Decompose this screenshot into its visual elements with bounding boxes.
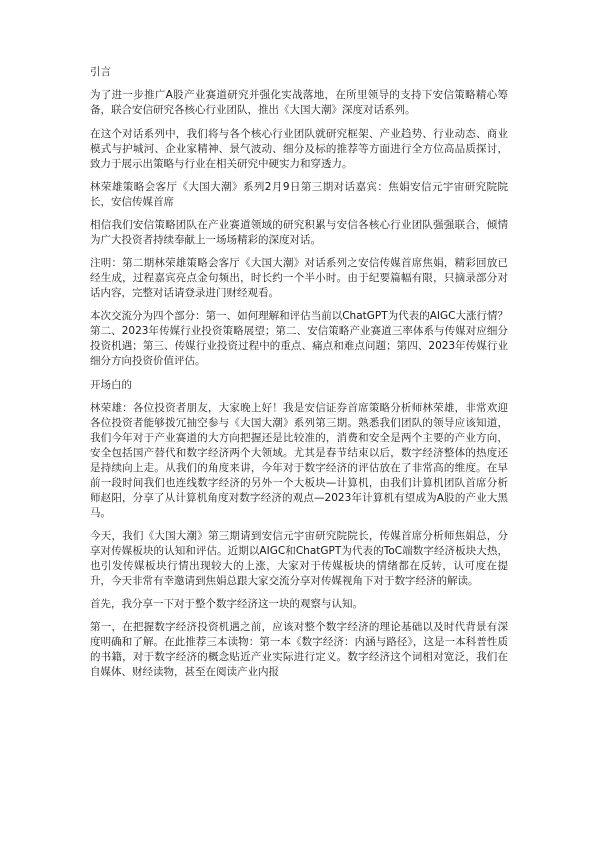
- intro-paragraph-1: 为了进一步推广A股产业赛道研究并强化实战落地，在所里领导的支持下安信策略精心筹备，联合安信研究各核心行业团队，推出《大国大潮》深度对话系列。: [90, 89, 508, 116]
- opening-paragraph-1: 林荣雄：各位投资者朋友，大家晚上好！我是安信证券首席策略分析师林荣雄，非常欢迎各位投资者能够拨冗抽空参与《大国大潮》系列第三期。熟悉我们团队的领导应该知道，我们今年对于产业赛道的大方向把握还是比较准的，消费和安全是两个主要的产业方向，安全包括国产替代和数字经济两个大领域。尤其是春节结束以后，数字经济整体的热度还是持续向上走。从我们的角度来讲，今年对于数字经济的评估放在了非常高的维度。在早前一段时间我们也连线数字经济的另外一个大板块—计算机，由我们计算机团队首席分析师赵阳，分享了从计算机角度对数字经济的观点—2023年计算机有望成为A股的产业大黑马。: [90, 402, 508, 519]
- intro-paragraph-guest: 林荣雄策略会客厅《大国大潮》系列2月9日第三期对话嘉宾：焦娟安信元宇宙研究院院长，安信传媒首席: [90, 181, 508, 208]
- opening-paragraph-3: 首先，我分享一下对于整个数字经济这一块的观察与认知。: [90, 598, 363, 610]
- opening-paragraph-4: 第一，在把握数字经济投资机遇之前，应该对整个数字经济的理论基础以及时代背景有深度明确和了解。在此推荐三本读物：第一本《数字经济：内涵与路径》，这是一本科普性质的书籍，对于数字经济的概念贴近产业实际进行定义。数字经济这个词相对宽泛，我们在自媒体、财经读物，甚至在阅读产业内报: [90, 621, 508, 678]
- opening-paragraph-2: 今天，我们《大国大潮》第三期请到安信元宇宙研究院院长，传媒首席分析师焦娟总，分享对传媒板块的认知和评估。近期以AIGC和ChatGPT为代表的ToC端数字经济板块大热，也引发传媒板块行情出现较大的上涨，大家对于传媒板块的情绪都在反转，认可度在提升，今天非常有幸邀请到焦娟总跟大家交流分享对传媒视角下对于数字经济的解读。: [90, 530, 508, 587]
- section-heading-intro: 引言: [90, 66, 111, 78]
- intro-paragraph-2: 在这个对话系列中，我们将与各个核心行业团队就研究框架、产业趋势、行业动态、商业模式与护城河、企业家精神、景气波动、细分及标的推荐等方面进行全方位高品质探讨，致力于展示出策略与行业在相关研究中硬实力和穿透力。: [90, 128, 508, 170]
- section-heading-opening: 开场白的: [90, 379, 132, 391]
- intro-paragraph-4: 相信我们安信策略团队在产业赛道领域的研究积累与安信各核心行业团队强强联合，倾情为广大投资者持续奉献上一场场精彩的深度对话。: [90, 219, 508, 246]
- intro-paragraph-agenda: 本次交流分为四个部分：第一、如何理解和评估当前以ChatGPT为代表的AIGC大涨行情？第二、2023年传媒行业投资策略展望；第二、安信策略产业赛道三率体系与传媒对应细分投资机遇；第三、传媒行业投资过程中的重点、痛点和难点问题；第四、2023年传媒行业细分方向投资价值评估。: [90, 310, 508, 367]
- document-page: [90, 64, 508, 688]
- intro-paragraph-note: 注明：第二期林荣雄策略会客厅《大国大潮》对话系列之安信传媒首席焦娟，精彩回放已经生成，过程嘉宾亮点金句频出，时长约一个半小时。由于纪要篇幅有限，只摘录部分对话内容，完整对话请登录进门财经观看。: [90, 257, 508, 299]
